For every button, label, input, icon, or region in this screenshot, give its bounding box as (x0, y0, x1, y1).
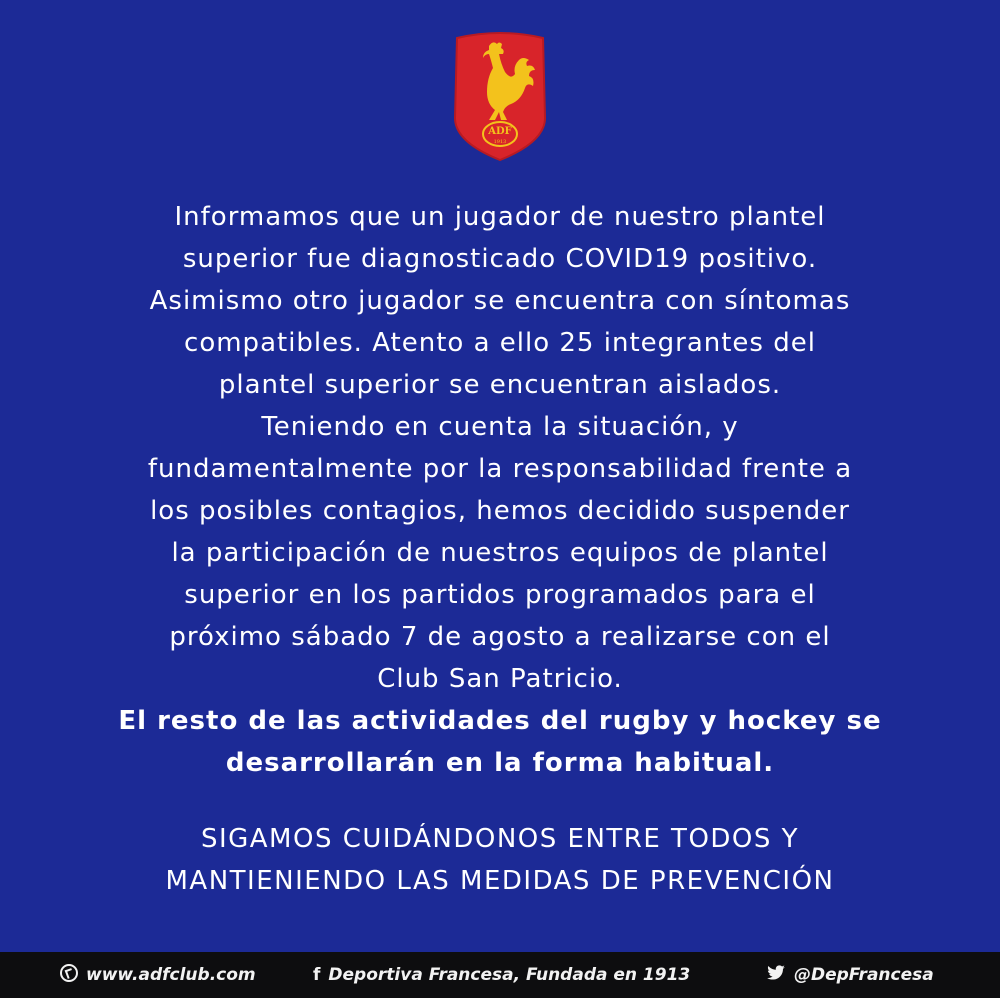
statement-line: próximo sábado 7 de agosto a realizarse con el (169, 622, 831, 652)
prevention-slogan (40, 818, 960, 902)
statement-line: Asimismo otro jugador se encuentra con síntomas (149, 286, 851, 316)
statement-bold-line: desarrollarán en la forma habitual. (225, 748, 775, 778)
club-crest-icon (449, 30, 551, 162)
club-statement (40, 196, 960, 784)
statement-bold-line: El resto de las actividades del rugby y hockey se (118, 706, 882, 736)
statement-line: los posibles contagios, hemos decidido suspender (150, 496, 850, 526)
svg-text:1913: 1913 (493, 139, 507, 145)
website-link[interactable]: www.adfclub.com (86, 965, 256, 985)
cursor-circle-icon (60, 964, 78, 982)
footer-website[interactable] (60, 952, 256, 998)
statement-line: Teniendo en cuenta la situación, y (261, 412, 739, 442)
statement-line: plantel superior se encuentran aislados. (218, 370, 782, 400)
statement-line: superior fue diagnosticado COVID19 positivo. (182, 244, 818, 274)
slogan-line: MANTIENIENDO LAS MEDIDAS DE PREVENCIÓN (165, 866, 835, 896)
statement-line: superior en los partidos programados para el (184, 580, 816, 610)
footer-twitter[interactable] (766, 952, 934, 998)
statement-line: compatibles. Atento a ello 25 integrantes del (184, 328, 816, 358)
twitter-icon (766, 965, 786, 981)
footer-facebook[interactable] (313, 952, 690, 998)
facebook-icon: f (313, 965, 321, 985)
statement-line: fundamentalmente por la responsabilidad frente a (147, 454, 853, 484)
twitter-handle[interactable]: @DepFrancesa (794, 965, 934, 985)
svg-text:ADF: ADF (488, 126, 512, 137)
footer-bar (0, 952, 1000, 998)
facebook-link[interactable]: Deportiva Francesa, Fundada en 1913 (328, 965, 691, 985)
statement-line: Club San Patricio. (377, 664, 623, 694)
statement-line: Informamos que un jugador de nuestro plantel (174, 202, 826, 232)
statement-line: la participación de nuestros equipos de plantel (171, 538, 829, 568)
slogan-line: SIGAMOS CUIDÁNDONOS ENTRE TODOS Y (200, 824, 800, 854)
